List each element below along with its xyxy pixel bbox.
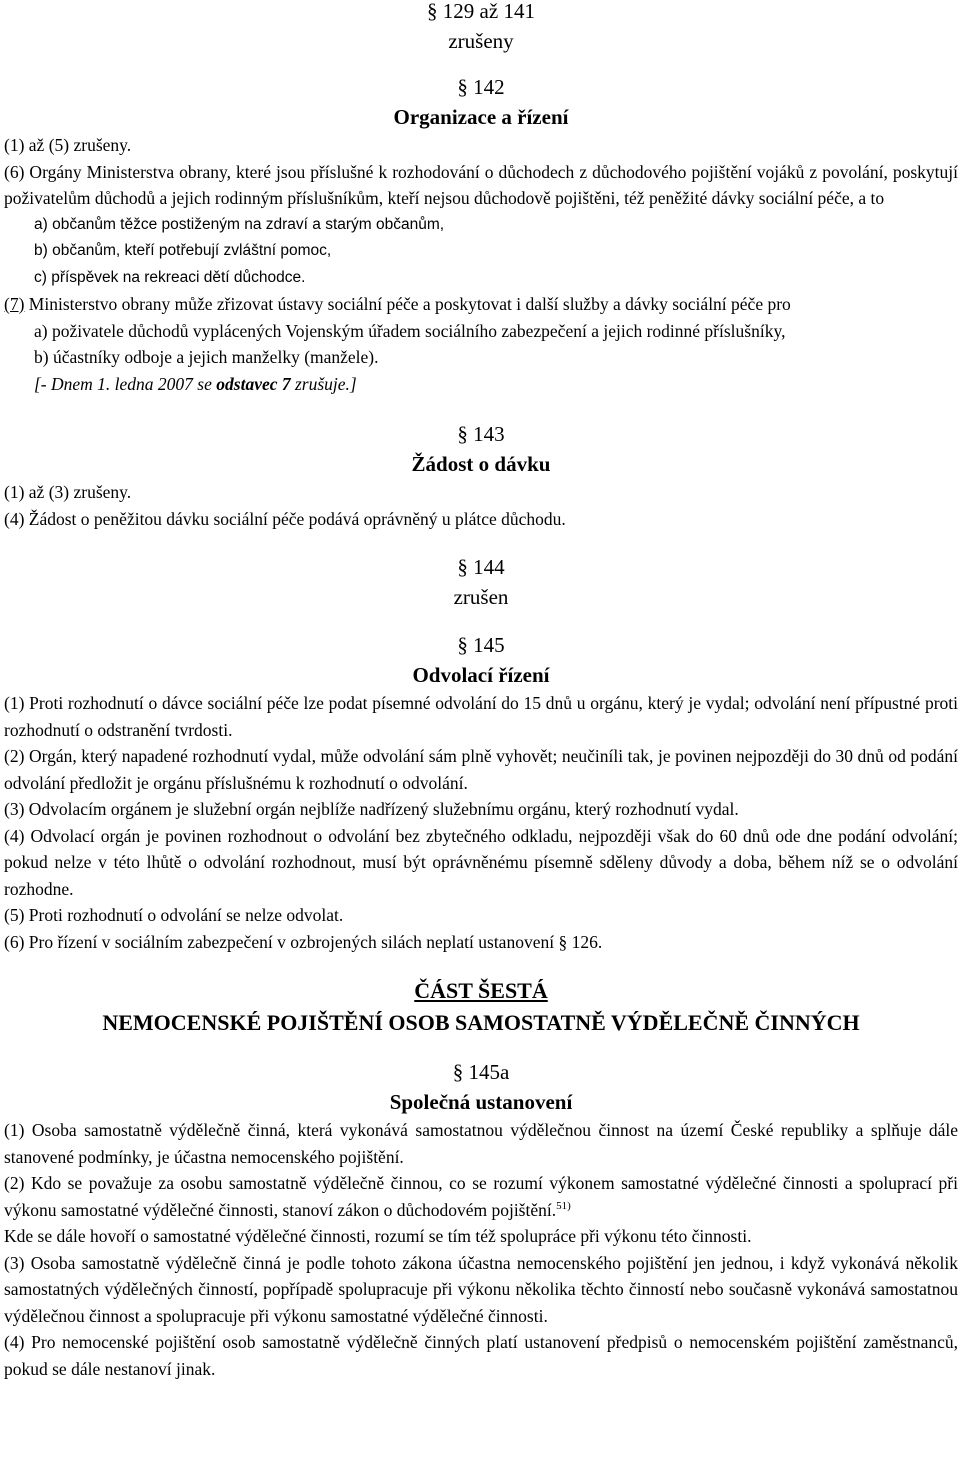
section-142-title: Organizace a řízení [393, 105, 569, 129]
section-129-heading: § 129 až 141 [427, 0, 535, 23]
list-item: c) příspěvek na rekreaci dětí důchodce. [34, 268, 306, 286]
para-7-text: Ministerstvo obrany může zřizovat ústavy sociální péče a poskytovat i další služby a dávky sociální péče pro [24, 294, 791, 314]
section-145a-para-4: (4) Pro nemocenské pojištění osob samostatně výdělečně činných platí ustanovení předpisů o nemocenském pojištění zaměstnanců, pokud se dále nestanoví jinak. [4, 1332, 958, 1379]
section-142-heading: § 142 [457, 75, 505, 99]
note-text-bold: odstavec 7 [216, 373, 291, 394]
section-145-para: (3) Odvolacím orgánem je služební orgán nejblíže nadřízený služebnímu orgánu, který rozhodnutí vydal. [4, 799, 739, 819]
list-item: a) poživatele důchodů vyplácených Vojenským úřadem sociálního zabezpečení a jejich rodinné příslušníky, [34, 320, 786, 341]
section-145a-para-3: (3) Osoba samostatně výdělečně činná je podle tohoto zákona účastna nemocenského pojištění jen jednou, i když vykonává několik samostatných výdělečných činností, popřípadě spolupracuje při výkonu několika těchto činností nebo současně vykonává samostatnou výdělečnou činnost a spolupracuje při výkonu samostatné výdělečné činnosti. [4, 1252, 958, 1326]
section-142-para-1: (1) až (5) zrušeny. [4, 135, 132, 155]
section-142-para-7-list [4, 318, 958, 371]
section-145-heading: § 145 [457, 633, 505, 657]
section-145a-heading: § 145a [452, 1060, 510, 1084]
part-six-label: ČÁST ŠESTÁ [414, 978, 548, 1003]
section-143-heading: § 143 [457, 422, 505, 446]
section-145a-para-2b: Kde se dále hovoří o samostatné výdělečné činnosti, rozumí se tím též spolupráce při výkonu této činnosti. [4, 1226, 752, 1246]
section-145a-para-2 [4, 1170, 958, 1223]
note-text-a: [- Dnem 1. ledna 2007 se [34, 373, 217, 394]
section-145-para: (2) Orgán, který napadené rozhodnutí vydal, může odvolání sám plně vyhovět; neučiníli tak, je povinen nejpozději do 30 dnů od podání odvolání předložit je orgánu příslušnému k rozhodnutí o odvolání. [4, 746, 958, 793]
section-142-para-7 [4, 291, 958, 318]
document-page [4, 0, 958, 1382]
section-145-para: (5) Proti rozhodnutí o odvolání se nelze odvolat. [4, 905, 344, 925]
footnote-ref: 51) [556, 1199, 571, 1212]
part-six-title: NEMOCENSKÉ POJIŠTĚNÍ OSOB SAMOSTATNĚ VÝDĚLEČNĚ ČINNÝCH [102, 1010, 860, 1035]
section-145a-para-1: (1) Osoba samostatně výdělečně činná, která vykonává samostatnou výdělečnou činnost na území České republiky a splňuje dále stanovené podmínky, je účastna nemocenského pojištění. [4, 1120, 958, 1167]
amendment-note [4, 371, 958, 398]
section-145-para: (4) Odvolací orgán je povinen rozhodnout o odvolání bez zbytečného odkladu, nejpozději však do 60 dnů ode dne podání odvolání; pokud nelze v této lhůtě o odvolání rozhodnout, musí být oprávněnému písemně sděleny důvody a doba, během níž se o odvolání rozhodne. [4, 825, 958, 899]
section-145-para: (6) Pro řízení v sociálním zabezpečení v ozbrojených silách neplatí ustanovení § 126. [4, 931, 603, 952]
section-142-para-6-list [4, 212, 958, 292]
section-145a-title: Společná ustanovení [389, 1090, 573, 1114]
list-item: b) občanům, kteří potřebují zvláštní pomoc, [34, 242, 332, 259]
section-145-para: (1) Proti rozhodnutí o dávce sociální péče lze podat písemné odvolání do 15 dnů u orgánu, který je vydal; odvolání není přípustné proti rozhodnutí o odstranění tvrdosti. [4, 693, 958, 740]
section-145-title: Odvolací řízení [412, 663, 550, 687]
note-text-c: zrušuje.] [290, 373, 357, 394]
para-7-mark: (7) [4, 294, 25, 314]
section-144-status: zrušen [453, 585, 509, 609]
section-143-title: Žádost o dávku [411, 452, 551, 476]
para-2-text: (2) Kdo se považuje za osobu samostatně výdělečně činnou, co se rozumí výkonem samostatné výdělečné činnosti a spoluprací při výkonu samostatné výdělečné činnosti, stanoví zákon o důchodovém pojištění. [4, 1173, 958, 1220]
section-142-para-6: (6) Orgány Ministerstva obrany, které jsou příslušné k rozhodování o důchodech z důchodového pojištění vojáků z povolání, poskytují poživatelům důchodů a jejich rodinným příslušníkům, kteří nejsou důchodově pojištěni, též peněžité dávky sociální péče, a to [4, 161, 958, 208]
section-129-status: zrušeny [448, 29, 514, 53]
section-143-para-1: (1) až (3) zrušeny. [4, 482, 132, 502]
section-144-heading: § 144 [457, 555, 505, 579]
list-item: b) účastníky odboje a jejich manželky (manžele). [34, 347, 379, 367]
section-143-para-4: (4) Žádost o peněžitou dávku sociální péče podává oprávněný u plátce důchodu. [4, 508, 566, 529]
list-item: a) občanům těžce postiženým na zdraví a starým občanům, [34, 215, 445, 233]
